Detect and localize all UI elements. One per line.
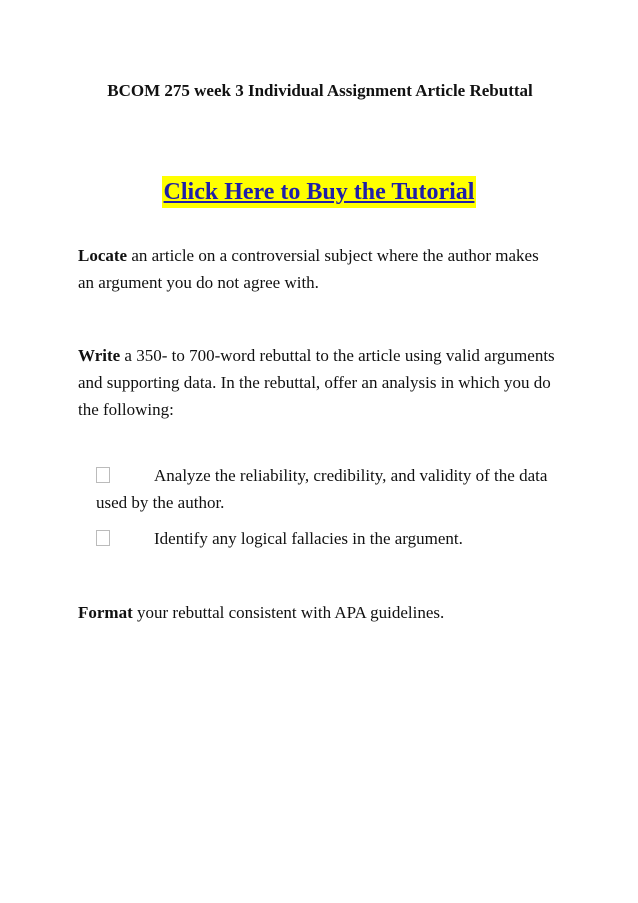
document-title: BCOM 275 week 3 Individual Assignment Article Rebuttal — [107, 81, 533, 100]
paragraph-lead: Format — [78, 603, 133, 622]
bullet-list — [96, 462, 556, 561]
paragraph-locate — [78, 242, 558, 296]
bullet-icon — [96, 530, 110, 546]
paragraph-format — [78, 599, 558, 626]
bullet-text: Analyze the reliability, credibility, and validity of the data used by the author. — [96, 466, 548, 512]
cta-container — [0, 176, 638, 208]
list-item — [96, 525, 556, 552]
list-item — [96, 462, 556, 516]
paragraph-text: a 350- to 700-word rebuttal to the article using valid arguments and supporting data. In the rebuttal, offer an analysis in which you do the following: — [78, 346, 555, 419]
paragraph-lead: Write — [78, 346, 121, 365]
paragraph-write — [78, 342, 558, 423]
bullet-icon — [96, 467, 110, 483]
paragraph-lead: Locate — [78, 246, 128, 265]
paragraph-text: your rebuttal consistent with APA guidelines. — [132, 603, 445, 622]
bullet-text: Identify any logical fallacies in the argument. — [154, 529, 463, 548]
paragraph-text: an article on a controversial subject where the author makes an argument you do not agree with. — [78, 246, 539, 292]
buy-tutorial-link[interactable]: Click Here to Buy the Tutorial — [162, 176, 477, 208]
